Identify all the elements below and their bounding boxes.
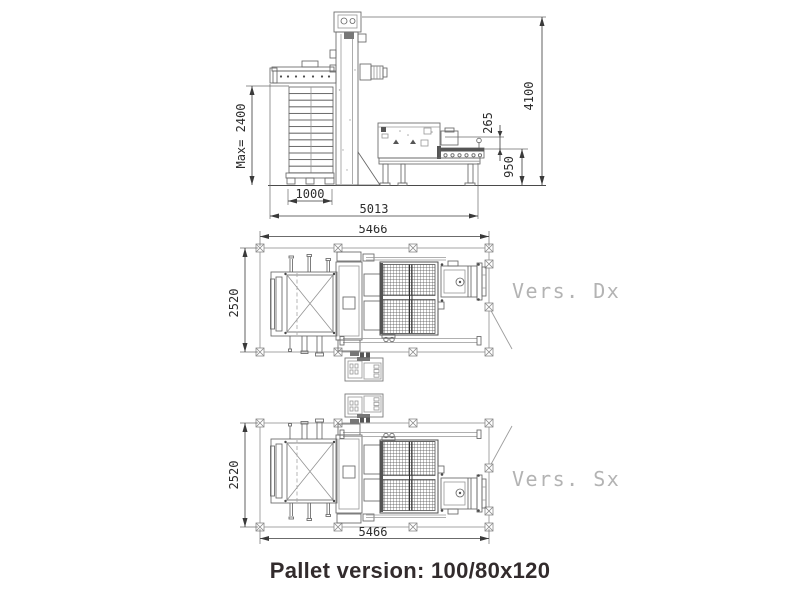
base-pallet — [286, 173, 334, 178]
machine-cabinet — [378, 123, 440, 158]
version-label-dx: Vers. Dx — [512, 279, 621, 303]
elevation-view — [230, 5, 560, 225]
dim-label-max2400: Max= 2400 — [234, 103, 248, 169]
dim-pallet-width — [288, 187, 332, 205]
support-table — [379, 158, 480, 186]
pallet-stack — [286, 87, 334, 184]
dim-265 — [445, 112, 528, 161]
dim-label-5013: 5013 — [359, 202, 389, 216]
plan-views — [225, 225, 625, 560]
dim-label-dx-5466: 5466 — [358, 225, 388, 236]
mast-column — [330, 12, 380, 185]
dim-total-height — [362, 17, 546, 185]
dim-label-265: 265 — [481, 112, 495, 134]
dim-max-stack — [234, 86, 289, 185]
dim-label-950: 950 — [502, 156, 516, 178]
caption: Pallet version: 100/80x120 — [269, 558, 551, 583]
dim-label-1000: 1000 — [295, 187, 325, 201]
plan-machine-sx — [240, 394, 512, 544]
dim-label-4100: 4100 — [522, 81, 536, 111]
plan-machine-dx — [240, 231, 512, 381]
hoist-motor — [360, 64, 387, 80]
lift-carriage — [270, 61, 336, 83]
outfeed-conveyor — [437, 128, 484, 159]
version-label-sx: Vers. Sx — [512, 467, 621, 491]
dim-table-height — [502, 149, 522, 185]
dim-label-dx-2520: 2520 — [227, 288, 241, 318]
dim-label-sx-2520: 2520 — [227, 460, 241, 490]
mast-gusset — [358, 152, 380, 185]
dim-label-sx-5466: 5466 — [358, 525, 388, 539]
